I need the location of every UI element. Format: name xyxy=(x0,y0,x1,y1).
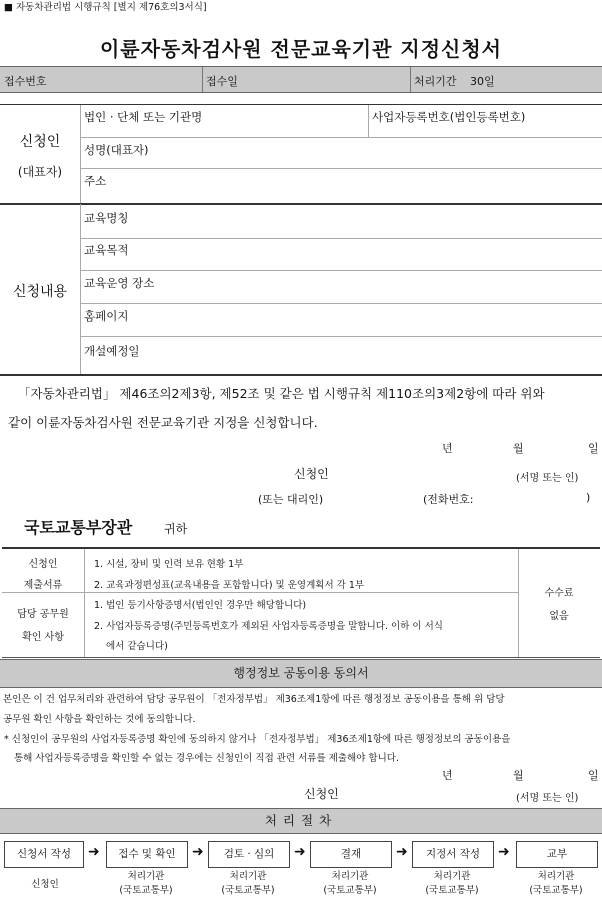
education-name-field[interactable]: 교육명칭 xyxy=(84,211,129,225)
procedure-title: 처리절차 xyxy=(0,808,602,834)
procedure-step-2: 접수 및 확인 xyxy=(106,841,188,868)
submit-docs-label-2: 제출서류 xyxy=(23,580,63,591)
statement-applicant: 신청인 xyxy=(294,467,329,481)
applicant-section xyxy=(0,104,602,205)
applicant-label: 신청인 xyxy=(19,134,61,150)
statement-month: 월 xyxy=(513,442,524,455)
application-content-section xyxy=(0,203,602,376)
statement-sign[interactable]: (서명 또는 인) xyxy=(516,473,579,484)
arrow-right-icon: ➜ xyxy=(396,844,408,860)
procedure-step-5: 지정서 작성 xyxy=(412,841,494,868)
arrow-right-icon: ➜ xyxy=(192,844,204,860)
open-date-field[interactable]: 개설예정일 xyxy=(84,344,140,358)
statement-day: 일 xyxy=(588,442,599,455)
consent-sign[interactable]: (서명 또는 인) xyxy=(516,793,579,804)
submit-docs-label-1: 신청인 xyxy=(28,559,58,570)
consent-line-1: 본인은 이 건 업무처리와 관련하여 담당 공무원이 「전자정부법」 제36조제1항에 따른 행정정보 공동이용을 통해 위 담당 xyxy=(3,694,505,705)
recipient-suffix: 귀하 xyxy=(164,522,188,536)
arrow-right-icon: ➜ xyxy=(294,844,306,860)
receipt-date-label: 접수일 xyxy=(206,75,238,88)
processing-period-label: 처리기간 xyxy=(414,75,457,88)
statement-agent: (또는 대리인) xyxy=(258,493,324,506)
check-docs-label-1: 담당 공무원 xyxy=(17,609,69,620)
page-title: 이륜자동차검사원 전문교육기관 지정신청서 xyxy=(99,37,502,61)
check-doc-2-cont: 에서 같습니다) xyxy=(106,641,168,652)
procedure-agency-3: 처리기관 (국토교통부) xyxy=(221,871,275,896)
fee-label: 수수료 xyxy=(544,588,574,599)
statement-line-2: 같이 이륜자동차검사원 전문교육기관 지정을 신청합니다. xyxy=(8,415,318,430)
submit-doc-2: 2. 교육과정편성표(교육내용을 포함합니다) 및 운영계획서 각 1부 xyxy=(94,580,365,591)
statement-year: 년 xyxy=(442,442,453,455)
representative-name-field[interactable]: 성명(대표자) xyxy=(84,143,149,157)
procedure-step-4: 결재 xyxy=(310,841,392,868)
statement-phone-close: ) xyxy=(586,491,591,504)
consent-line-2: 공무원 확인 사항을 확인하는 것에 동의합니다. xyxy=(3,714,196,725)
procedure-step-1: 신청서 작성 xyxy=(4,841,84,868)
homepage-field[interactable]: 홈페이지 xyxy=(84,309,129,323)
statement-phone[interactable]: (전화번호: xyxy=(423,493,474,506)
arrow-right-icon: ➜ xyxy=(88,844,100,860)
applicant-sublabel: (대표자) xyxy=(17,165,63,179)
consent-note-2: 통해 사업자등록증명을 확인할 수 없는 경우에는 신청인이 직접 관련 서류를 제출해야 합니다. xyxy=(14,753,399,764)
procedure-agency-5: 처리기관 (국토교통부) xyxy=(425,871,479,896)
receipt-bar xyxy=(0,66,602,93)
fee-value: 없음 xyxy=(549,611,569,622)
education-place-field[interactable]: 교육운영 장소 xyxy=(84,276,155,290)
documents-table xyxy=(2,547,600,658)
recipient-name: 국토교통부장관 xyxy=(24,518,133,537)
procedure-agency-2: 처리기관 (국토교통부) xyxy=(119,871,173,896)
procedure-agency-1: 신청인 xyxy=(31,879,59,890)
content-label: 신청내용 xyxy=(12,284,68,300)
procedure-agency-6: 처리기관 (국토교통부) xyxy=(529,871,583,896)
form-reference: ■ 자동차관리법 시행규칙 [별지 제76호의3서식] xyxy=(4,2,207,13)
check-doc-2: 2. 사업자등록증명(주민등록번호가 제외된 사업자등록증명을 말합니다. 이하 이 서식 xyxy=(94,621,443,632)
consent-note-1: * 신청인이 공무원의 사업자등록증명 확인에 동의하지 않거나 「전자정부법」 제36조제1항에 따른 행정정보의 공동이용을 xyxy=(4,734,511,745)
education-purpose-field[interactable]: 교육목적 xyxy=(84,243,129,257)
submit-doc-1: 1. 시설, 장비 및 인력 보유 현황 1부 xyxy=(94,559,244,570)
check-docs-label-2: 확인 사항 xyxy=(22,632,64,643)
consent-month: 월 xyxy=(513,769,524,782)
procedure-step-3: 검토 · 심의 xyxy=(208,841,290,868)
consent-year: 년 xyxy=(442,769,453,782)
business-number-field[interactable]: 사업자등록번호(법인등록번호) xyxy=(372,110,526,124)
check-doc-1: 1. 법인 등기사항증명서(법인인 경우만 해당합니다) xyxy=(94,600,307,611)
consent-day: 일 xyxy=(588,769,599,782)
address-field[interactable]: 주소 xyxy=(84,174,107,188)
statement-line-1: 「자동차관리법」 제46조의2제3항, 제52조 및 같은 법 시행규칙 제110조의3제2항에 따라 위와 xyxy=(18,386,545,401)
procedure-agency-4: 처리기관 (국토교통부) xyxy=(323,871,377,896)
receipt-number-label: 접수번호 xyxy=(4,75,47,88)
procedure-step-6: 교부 xyxy=(516,841,598,868)
consent-applicant: 신청인 xyxy=(304,787,339,801)
arrow-right-icon: ➜ xyxy=(498,844,510,860)
processing-period-value: 30일 xyxy=(470,75,495,88)
org-name-field[interactable]: 법인 · 단체 또는 기관명 xyxy=(84,110,203,124)
consent-title: 행정정보 공동이용 동의서 xyxy=(0,659,602,688)
